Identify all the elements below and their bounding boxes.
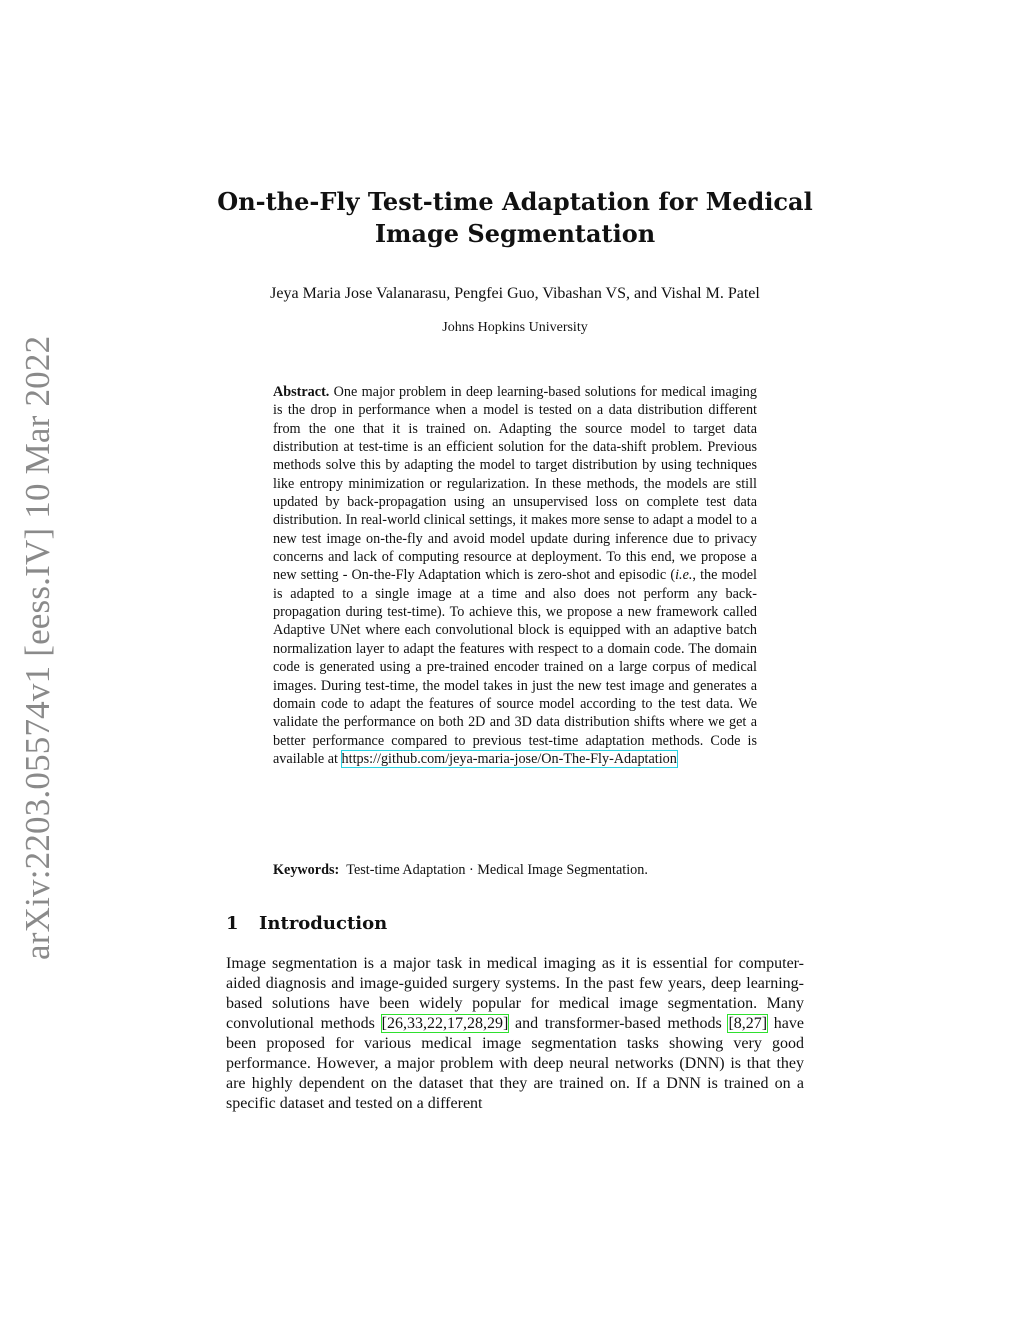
keywords: [273, 860, 793, 880]
citation-link-convolutional-methods[interactable]: [26,33,22,17,28,29]: [381, 1015, 509, 1032]
keywords-text: Test-time Adaptation · Medical Image Segmentation.: [346, 862, 648, 878]
section-number: 1: [226, 913, 239, 934]
introduction-paragraph: [226, 954, 804, 1114]
abstract-ie: i.e.: [675, 567, 693, 584]
abstract: [273, 383, 757, 768]
keywords-label: Keywords:: [273, 862, 340, 878]
section-title: Introduction: [259, 913, 388, 934]
paper-title-line-1: On-the-Fly Test-time Adaptation for Medical: [217, 187, 813, 216]
abstract-text-part-1: One major problem in deep learning-based solutions for medical imaging is the drop in performance when a model is tested on a data distribution different from the one that it is trained on. Adapting the source model to target data distribution at test-time is an efficient solution for the data-shift problem. Previous methods solve this by adapting the model to target distribution by using techniques like entropy minimization or regularization. In these methods, the models are still updated by back-propagation using an unsupervised loss on complete test data distribution. In real-world clinical settings, it makes more sense to adapt a model to a new test image on-the-fly and avoid model update during inference due to privacy concerns and lack of computing resource at deployment. To this end, we propose a new setting - On-the-Fly Adaptation which is zero-shot and episodic (: [273, 384, 757, 584]
arxiv-identifier: arXiv:2203.05574v1 [eess.IV] 10 Mar 2022: [18, 335, 57, 960]
section-heading-introduction: [226, 911, 626, 937]
author-list: Jeya Maria Jose Valanarasu, Pengfei Guo, Vibashan VS, and Vishal M. Patel: [270, 285, 760, 302]
abstract-text-part-2: , the model is adapted to a single image at a time and also does not perform any back-propagation during test-time). To achieve this, we propose a new framework called Adaptive UNet where each convolutional block is equipped with an adaptive batch normalization layer to adapt the features with respect to a domain code. The domain code is generated using a pre-trained encoder trained on a large corpus of medical images. During test-time, the model takes in just the new test image and generates a domain code to adapt the features of source model according to the test data. We validate the performance on both 2D and 3D data distribution shifts where we get a better performance compared to previous test-time adaptation methods. Code is available at: [273, 567, 757, 767]
abstract-label: Abstract.: [273, 384, 330, 400]
paper-title: [200, 186, 830, 250]
code-repository-link[interactable]: https://github.com/jeya-maria-jose/On-The-Fly-Adaptation: [341, 750, 677, 767]
affiliation: Johns Hopkins University: [442, 320, 588, 335]
intro-text-part-2: and transformer-based methods: [508, 1015, 729, 1032]
paper-title-line-2: Image Segmentation: [374, 219, 656, 248]
citation-link-transformer-methods[interactable]: [8,27]: [728, 1015, 768, 1032]
intro-text-part-1: Image segmentation is a major task in medical imaging as it is essential for computer-aided diagnosis and image-guided surgery systems. In the past few years, deep learning-based solutions have been widely popular for medical image segmentation. Many convolutional methods: [226, 955, 804, 1032]
intro-text-part-3: have been proposed for various medical image segmentation tasks showing very good performance. However, a major problem with deep neural networks (DNN) is that they are highly dependent on the dataset that they are trained on. If a DNN is trained on a specific dataset and tested on a different: [226, 1015, 805, 1112]
